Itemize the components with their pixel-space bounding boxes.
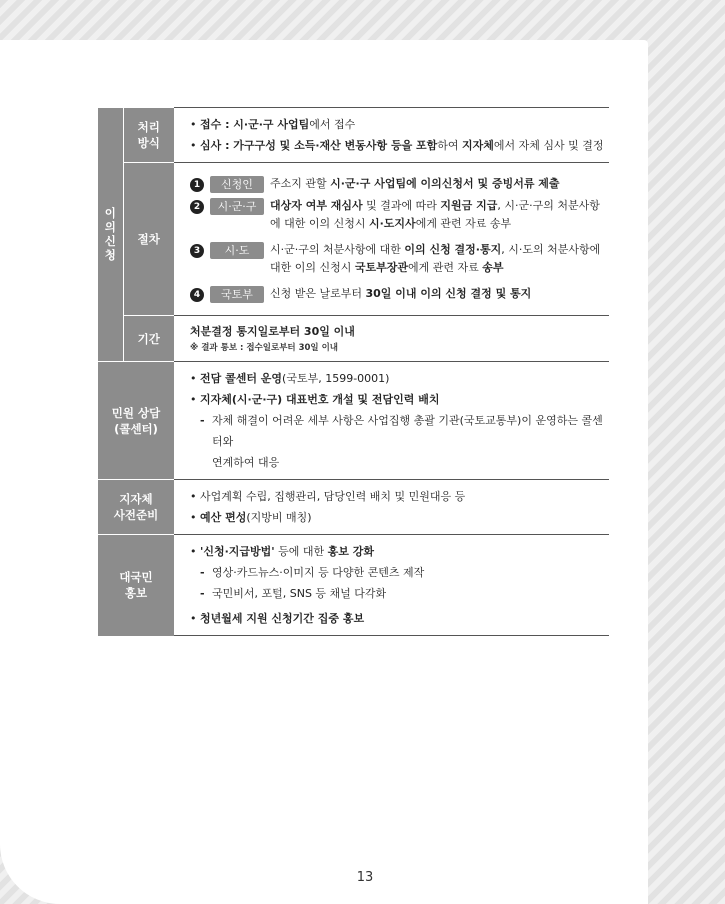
step-number-2: 2 <box>190 200 204 214</box>
step-2 <box>190 197 609 233</box>
step-text-1: 주소지 관할 시·군·구 사업팀에 이의신청서 및 증빙서류 제출 <box>270 177 560 190</box>
civil-sub-1-cont: 연계하여 대응 <box>212 456 280 469</box>
method-item-2: • 심사 : 가구구성 및 소득·재산 변동사항 등을 포함하여 지자체에서 자체 심사 및 결정 <box>190 135 609 156</box>
content-public <box>174 535 609 636</box>
label-period: 기간 <box>123 316 174 362</box>
step-number-1: 1 <box>190 178 204 192</box>
step-text-3: 시·군·구의 처분사항에 대한 이의 신청 결정·통지, 시·도의 처분사항에 대한 이의 신청시 국토부장관에게 관련 자료 송부 <box>270 243 601 274</box>
row-period <box>98 316 609 362</box>
content-period <box>174 316 609 362</box>
civil-sub-1: - 자체 해결이 어려운 세부 사항은 사업집행 총괄 기관(국토교통부)이 운영하는 콜센터와 <box>190 410 609 452</box>
step-4 <box>190 285 609 303</box>
page-number: 13 <box>356 870 374 885</box>
label-civil: 민원 상담 (콜센터) <box>98 362 174 480</box>
public-item-2: • 청년월세 지원 신청기간 집중 홍보 <box>190 608 609 629</box>
label-method: 처리 방식 <box>123 108 174 163</box>
period-main: 처분결정 통지일로부터 30일 이내 <box>190 325 355 338</box>
label-procedure: 절차 <box>123 163 174 316</box>
content-method <box>174 108 609 163</box>
step-tag-applicant: 신청인 <box>210 176 264 193</box>
step-tag-sido: 시·도 <box>210 242 264 259</box>
content-civil <box>174 362 609 480</box>
step-tag-sigungu: 시·군·구 <box>210 198 264 215</box>
local-item-1: • 사업계획 수립, 집행관리, 담당인력 배치 및 민원대응 등 <box>190 486 609 507</box>
public-sub-2: - 국민비서, 포털, SNS 등 채널 다각화 <box>190 583 609 604</box>
info-table <box>98 107 609 636</box>
public-item-1: • '신청·지급방법' 등에 대한 홍보 강화 <box>190 541 609 562</box>
step-text-2: 대상자 여부 재심사 및 결과에 따라 지원금 지급, 시·군·구의 처분사항에 대한 이의 신청시 시·도지사에게 관련 자료 송부 <box>270 199 600 230</box>
row-public <box>98 535 609 636</box>
content-procedure <box>174 163 609 316</box>
content-local <box>174 480 609 535</box>
public-sub-1: - 영상·카드뉴스·이미지 등 다양한 콘텐츠 제작 <box>190 562 609 583</box>
step-number-3: 3 <box>190 244 204 258</box>
side-label-objection: 이의신청 <box>98 108 123 362</box>
step-number-4: 4 <box>190 288 204 302</box>
row-procedure <box>98 163 609 316</box>
civil-item-1: • 전담 콜센터 운영(국토부, 1599-0001) <box>190 368 609 389</box>
step-1 <box>190 175 609 193</box>
label-public: 대국민 홍보 <box>98 535 174 636</box>
period-note: ※ 결과 통보 : 접수일로부터 30일 이내 <box>190 343 338 353</box>
method-item-1: • 접수 : 시·군·구 사업팀에서 접수 <box>190 114 609 135</box>
row-civil <box>98 362 609 480</box>
local-item-2: • 예산 편성(지방비 매칭) <box>190 507 609 528</box>
row-method <box>98 108 609 163</box>
step-tag-molit: 국토부 <box>210 286 264 303</box>
label-local: 지자체 사전준비 <box>98 480 174 535</box>
step-text-4: 신청 받은 날로부터 30일 이내 이의 신청 결정 및 통지 <box>270 287 532 300</box>
civil-item-2: • 지자체(시·군·구) 대표번호 개설 및 전담인력 배치 <box>190 389 609 410</box>
step-3 <box>190 241 609 277</box>
row-local <box>98 480 609 535</box>
